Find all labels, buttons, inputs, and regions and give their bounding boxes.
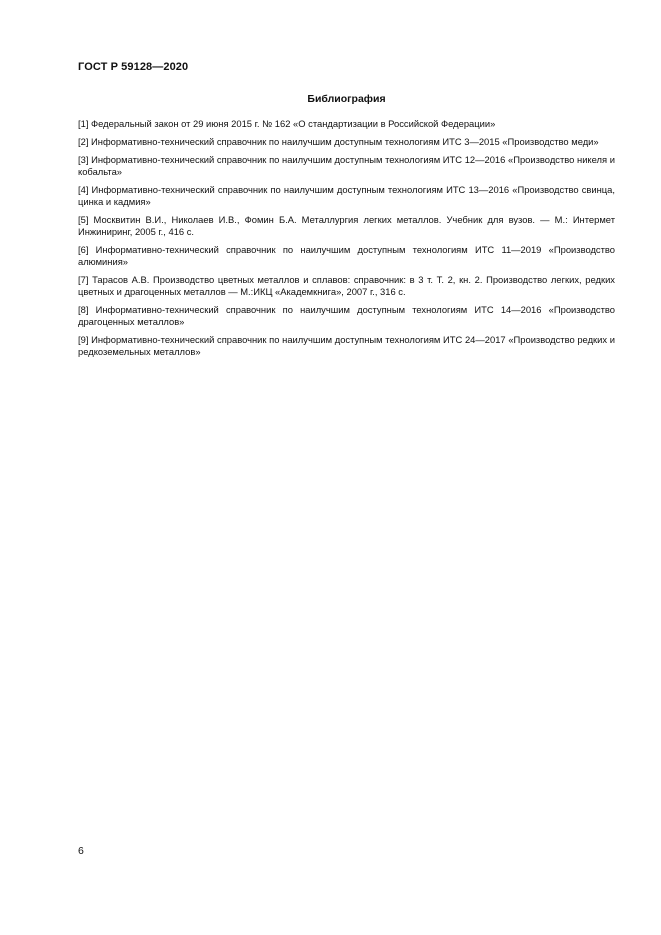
document-id: ГОСТ Р 59128—2020 xyxy=(78,61,189,73)
bibliography-item-6: [6] Информативно-технический справочник по наилучшим доступным технологиям ИТС 11—2019 «Производство алюминия» xyxy=(78,244,615,267)
bibliography-item-3: [3] Информативно-технический справочник по наилучшим доступным технологиям ИТС 12—2016 «Производство никеля и кобальта» xyxy=(78,154,615,177)
bibliography-item-2: [2] Информативно-технический справочник по наилучшим доступным технологиям ИТС 3—2015 «Производство меди» xyxy=(78,136,599,147)
bibliography-item-1: [1] Федеральный закон от 29 июня 2015 г. № 162 «О стандартизации в Российской Федерации» xyxy=(78,118,496,129)
bibliography-item-5: [5] Москвитин В.И., Николаев И.В., Фомин Б.А. Металлургия легких металлов. Учебник для вузов. — М.: Интермет Инжиниринг, 2005 г., 416 с. xyxy=(78,214,615,237)
section-title: Библиография xyxy=(307,93,386,105)
bibliography-list xyxy=(78,118,615,364)
page-number: 6 xyxy=(78,845,84,857)
bibliography-item-8: [8] Информативно-технический справочник по наилучшим доступным технологиям ИТС 14—2016 «Производство драгоценных металлов» xyxy=(78,304,615,327)
bibliography-item-7: [7] Тарасов А.В. Производство цветных металлов и сплавов: справочник: в 3 т. Т. 2, кн. 2. Производство легких, редких цветных и драгоценных металлов — М.:ИКЦ «Академкнига», 2007 г., 316 с. xyxy=(78,274,615,297)
bibliography-item-4: [4] Информативно-технический справочник по наилучшим доступным технологиям ИТС 13—2016 «Производство свинца, цинка и кадмия» xyxy=(78,184,615,207)
bibliography-item-9: [9] Информативно-технический справочник по наилучшим доступным технологиям ИТС 24—2017 «Производство редких и редкоземельных металлов» xyxy=(78,334,615,357)
